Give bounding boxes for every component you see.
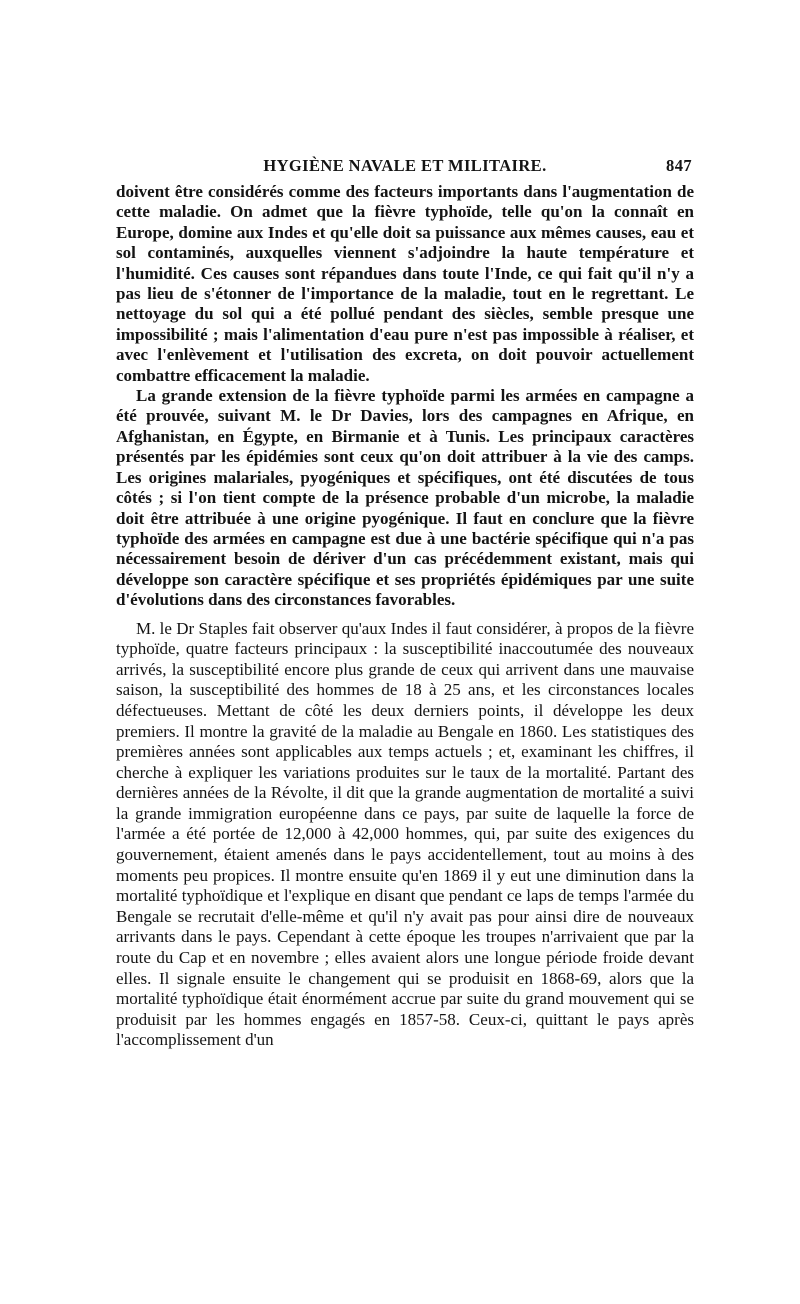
book-page [116,152,694,1051]
page-number: 847 [666,156,692,175]
paragraph-3: M. le Dr Staples fait observer qu'aux Indes il faut considérer, à propos de la fièvre typhoïde, quatre facteurs principaux : la susceptibilité inaccoutumée des nouveaux arrivés, la susceptibilité encore plus grande de ceux qui arrivent dans une mauvaise saison, la susceptibilité des hommes de 18 à 25 ans, et les circonstances locales défectueuses. Mettant de côté les deux derniers points, il développe les deux premiers. Il montre la gravité de la maladie au Bengale en 1860. Les statistiques des premières années sont applicables aux temps actuels ; et, examinant les chiffres, il cherche à expliquer les variations produites sur le taux de la mortalité. Partant des dernières années de la Révolte, il dit que la grande augmentation de mortalité a suivi la grande immigration européenne dans ce pays, par suite de laquelle la force de l'armée a été portée de 12,000 à 42,000 hommes, qui, par suite des exigences du gouvernement, étaient amenés dans le pays accidentellement, tout au moins à des moments peu propices. Il montre ensuite qu'en 1869 il y eut une diminution dans la mortalité typhoïdique et l'explique en disant que pendant ce laps de temps l'armée du Bengale se recrutait d'elle-même et qu'il n'y avait pas pour ainsi dire de nouveaux arrivants dans le pays. Cependant à cette époque les troupes n'arrivaient que par la route du Cap et en novembre ; elles avaient alors une longue période froide devant elles. Il signale ensuite le changement qui se produisit en 1868-69, alors que la mortalité typhoïdique était énormément accrue par suite du grand mouvement qui se produisit par les hommes engagés en 1857-58. Ceux-ci, quittant le pays après l'accomplissement d'un [116,618,694,1050]
running-header [116,152,694,182]
running-title: HYGIÈNE NAVALE ET MILITAIRE. [263,156,547,175]
body-text [116,182,694,1051]
paragraph-1: doivent être considérés comme des facteurs importants dans l'augmentation de cette maladie. On admet que la fièvre typhoïde, telle qu'on la connaît en Europe, domine aux Indes et qu'elle doit sa puissance aux mêmes causes, eau et sol contaminés, auxquelles viennent s'adjoindre la haute température et l'humidité. Ces causes sont répandues dans toute l'Inde, ce qui fait qu'il n'y a pas lieu de s'étonner de l'importance de la maladie, tout en le regrettant. Le nettoyage du sol qui a été pollué pendant des siècles, semble presque une impossibilité ; mais l'alimentation d'eau pure n'est pas impossible à réaliser, et avec l'enlèvement et l'utilisation des excreta, on doit pouvoir actuellement combattre efficacement la maladie. [116,182,694,385]
paragraph-2: La grande extension de la fièvre typhoïde parmi les armées en campagne a été prouvée, suivant M. le Dr Davies, lors des campagnes en Afrique, en Afghanistan, en Égypte, en Birmanie et à Tunis. Les principaux caractères présentés par les épidémies sont ceux qu'on doit attribuer à la vie des camps. Les origines malariales, pyogéniques et spécifiques, ont été discutées de tous côtés ; si l'on tient compte de la présence probable d'un microbe, la maladie doit être attribuée à une origine pyogénique. Il faut en conclure que la fièvre typhoïde des armées en campagne est due à une bactérie spécifique qui n'a pas nécessairement besoin de dériver d'un cas précédemment existant, mais qui développe son caractère spécifique et ses propriétés épidémiques par une suite d'évolutions dans des circonstances favorables. [116,386,694,610]
